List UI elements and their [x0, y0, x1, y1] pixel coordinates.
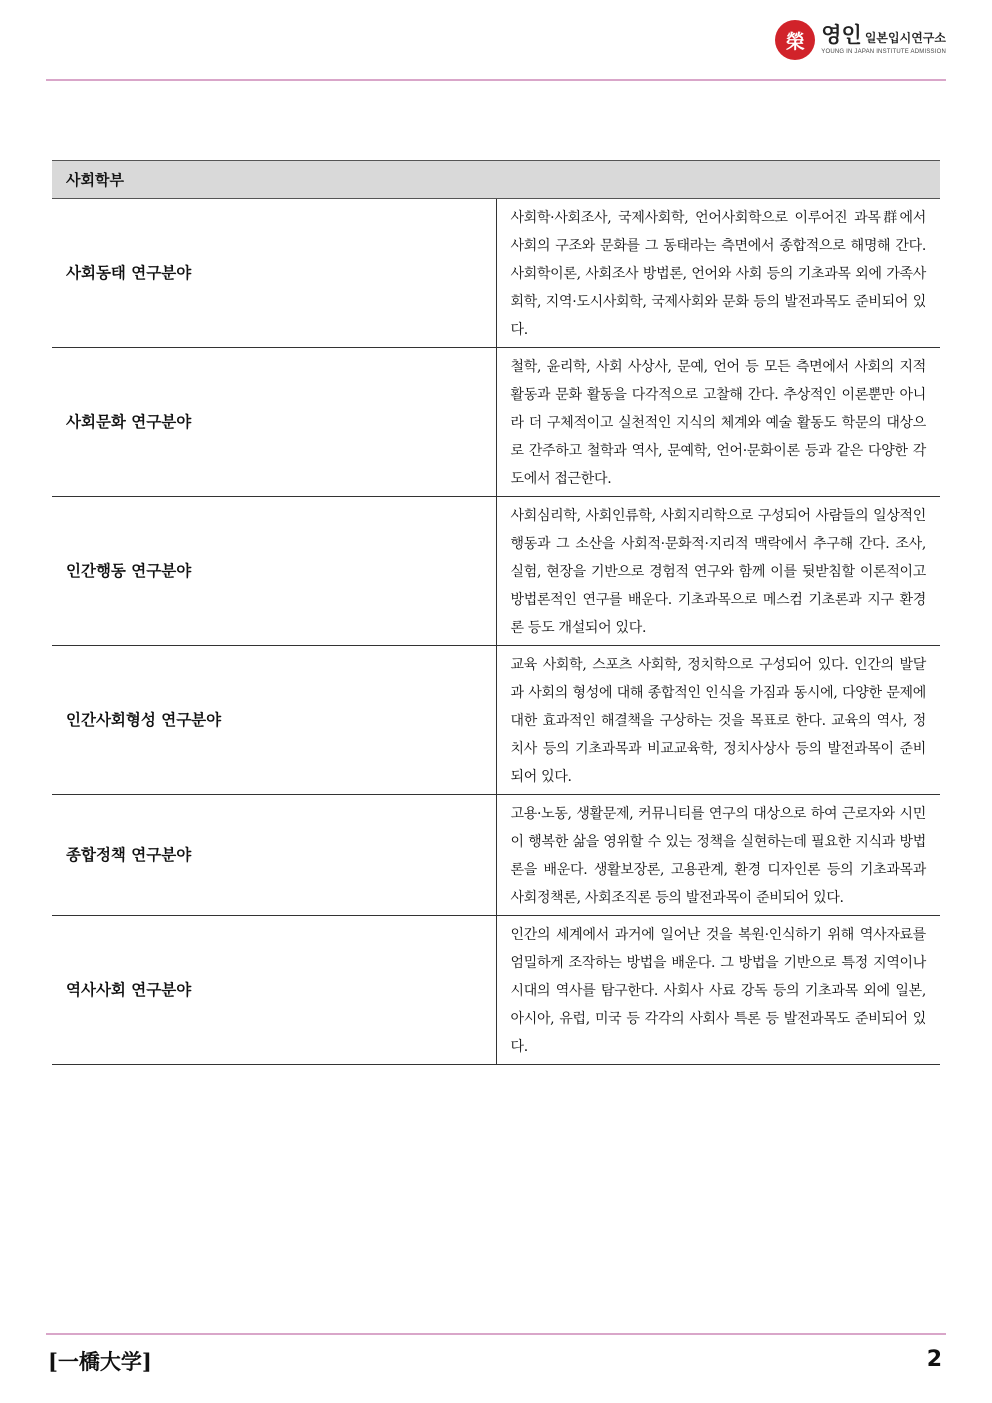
table-row: [52, 916, 940, 1065]
research-area-description: 사회학·사회조사, 국제사회학, 언어사회학으로 이루어진 과목群에서 사회의 구조와 문화를 그 동태라는 측면에서 종합적으로 해명해 간다. 사회학이론, 사회조사 방법론, 언어와 사회 등의 기초과목 외에 가족사회학, 지역·도시사회학, 국제사회와 문화 등의 발전과목도 준비되어 있다.: [496, 199, 940, 348]
table-row: [52, 497, 940, 646]
research-area-description: 인간의 세계에서 과거에 일어난 것을 복원·인식하기 위해 역사자료를 엄밀하게 조작하는 방법을 배운다. 그 방법을 기반으로 특정 지역이나 시대의 역사를 탐구한다. 사회사 사료 강독 등의 기초과목 외에 일본, 아시아, 유럽, 미국 등 각각의 사회사 특론 등 발전과목도 준비되어 있다.: [496, 916, 940, 1065]
footer-divider: [46, 1333, 946, 1335]
research-area-description: 교육 사회학, 스포츠 사회학, 정치학으로 구성되어 있다. 인간의 발달과 사회의 형성에 대해 종합적인 인식을 가짐과 동시에, 다양한 문제에 대한 효과적인 해결책을 구상하는 것을 목표로 한다. 교육의 역사, 정치사 등의 기초과목과 비교교육학, 정치사상사 등의 발전과목이 준비되어 있다.: [496, 646, 940, 795]
research-area-description: 철학, 윤리학, 사회 사상사, 문예, 언어 등 모든 측면에서 사회의 지적 활동과 문화 활동을 다각적으로 고찰해 간다. 추상적인 이론뿐만 아니라 더 구체적이고 실천적인 지식의 체계와 예술 활동도 학문의 대상으로 간주하고 철학과 역사, 문예학, 언어·문화이론 등과 같은 다양한 각도에서 접근한다.: [496, 348, 940, 497]
department-title: 사회학부: [52, 161, 940, 199]
table-row: [52, 795, 940, 916]
page-number: 2: [926, 1347, 942, 1372]
logo-english: YOUNG IN JAPAN INSTITUTE ADMISSION: [821, 49, 946, 55]
research-area-description: 사회심리학, 사회인류학, 사회지리학으로 구성되어 사람들의 일상적인 행동과 그 소산을 사회적·문화적·지리적 맥락에서 추구해 간다. 조사, 실험, 현장을 기반으로 경험적 연구와 함께 이를 뒷받침할 이론적이고 방법론적인 연구를 배운다. 기초과목으로 메스컴 기초론과 지구 환경론 등도 개설되어 있다.: [496, 497, 940, 646]
logo-seal-icon: 榮: [775, 20, 815, 60]
research-area-description: 고용·노동, 생활문제, 커뮤니티를 연구의 대상으로 하여 근로자와 시민이 행복한 삶을 영위할 수 있는 정책을 실현하는데 필요한 지식과 방법론을 배운다. 생활보장론, 고용관계, 환경 디자인론 등의 기초과목과 사회정책론, 사회조직론 등의 발전과목이 준비되어 있다.: [496, 795, 940, 916]
table-row: [52, 348, 940, 497]
logo-subtitle: 일본입시연구소: [864, 31, 946, 45]
research-area-name: 사회문화 연구분야: [52, 348, 496, 497]
research-area-name: 역사사회 연구분야: [52, 916, 496, 1065]
table-row: [52, 199, 940, 348]
table-row: [52, 646, 940, 795]
research-area-name: 종합정책 연구분야: [52, 795, 496, 916]
logo-name: 영인: [821, 23, 862, 47]
logo-main: [821, 25, 946, 46]
research-area-name: 인간사회형성 연구분야: [52, 646, 496, 795]
header-divider: [46, 79, 946, 81]
research-area-name: 인간행동 연구분야: [52, 497, 496, 646]
logo-text: [821, 25, 946, 55]
department-table: [52, 160, 940, 1065]
table-header-row: [52, 161, 940, 199]
header-logo: [775, 20, 946, 60]
footer-university-name: [一橋大学]: [48, 1349, 152, 1374]
research-area-name: 사회동태 연구분야: [52, 199, 496, 348]
